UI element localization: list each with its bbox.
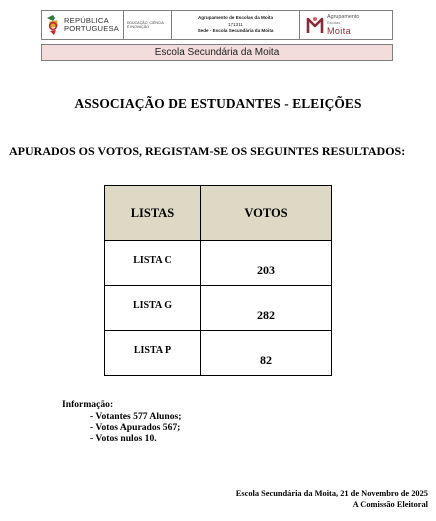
agrupamento-code: 171311 (227, 21, 243, 27)
information-section (62, 399, 181, 444)
results-table (104, 185, 332, 376)
table-header-row (105, 186, 332, 241)
lista-name: LISTA P (105, 331, 201, 376)
lista-name: LISTA C (105, 241, 201, 286)
document-footer (236, 488, 428, 510)
list-item: - Votos nulos 10. (90, 433, 157, 444)
portuguese-republic-emblem-icon (45, 14, 61, 36)
school-name-bar: Escola Secundária da Moita (41, 44, 393, 61)
information-label: Informação: (62, 399, 114, 410)
column-header-votos: VOTOS (201, 186, 332, 241)
agrupamento-sede: Sede - Escola Secundária da Moita (197, 28, 274, 34)
ministry-block (124, 11, 172, 39)
school-logo-icon (306, 15, 324, 35)
table-row (105, 241, 332, 286)
results-intro: APURADOS OS VOTOS, REGISTAM-SE OS SEGUINTES RESULTADOS: (9, 144, 406, 158)
vote-count: 203 (201, 241, 332, 286)
ministry-text (127, 21, 164, 30)
lista-name: LISTA G (105, 286, 201, 331)
column-header-listas: LISTAS (105, 186, 201, 241)
logo-escolas: Escolas (327, 21, 341, 25)
logo-agrupamento: Agrupamento (327, 14, 360, 20)
agrupamento-text (198, 15, 274, 35)
republica-text (64, 17, 119, 33)
republica-line-1: REPÚBLICA (64, 15, 109, 25)
information-list (62, 411, 181, 444)
republica-line-2: PORTUGUESA (64, 24, 120, 33)
list-item: - Votantes 577 Alunos; (90, 411, 182, 422)
list-item: - Votos Apurados 567; (90, 422, 181, 433)
agrupamento-block (172, 11, 300, 39)
agrupamento-name: Agrupamento de Escolas da Moita (197, 15, 274, 21)
ministry-line-1: EDUCAÇÃO, CIÊNCIA (127, 20, 164, 25)
vote-count: 282 (201, 286, 332, 331)
place-and-date: Escola Secundária da Moita, 21 de Novembro de 2025 (235, 489, 428, 498)
page-title: ASSOCIAÇÃO DE ESTUDANTES - ELEIÇÕES (74, 96, 362, 111)
table-row (105, 331, 332, 376)
signature-line: A Comissão Eleitoral (352, 500, 428, 509)
vote-count: 82 (201, 331, 332, 376)
document-header (41, 10, 393, 40)
school-logo-block (300, 11, 392, 39)
school-logo-text (327, 14, 359, 36)
republica-block (42, 11, 124, 39)
ministry-line-2: E INOVAÇÃO (127, 25, 150, 29)
table-row (105, 286, 332, 331)
logo-moita: Moita (327, 26, 352, 36)
